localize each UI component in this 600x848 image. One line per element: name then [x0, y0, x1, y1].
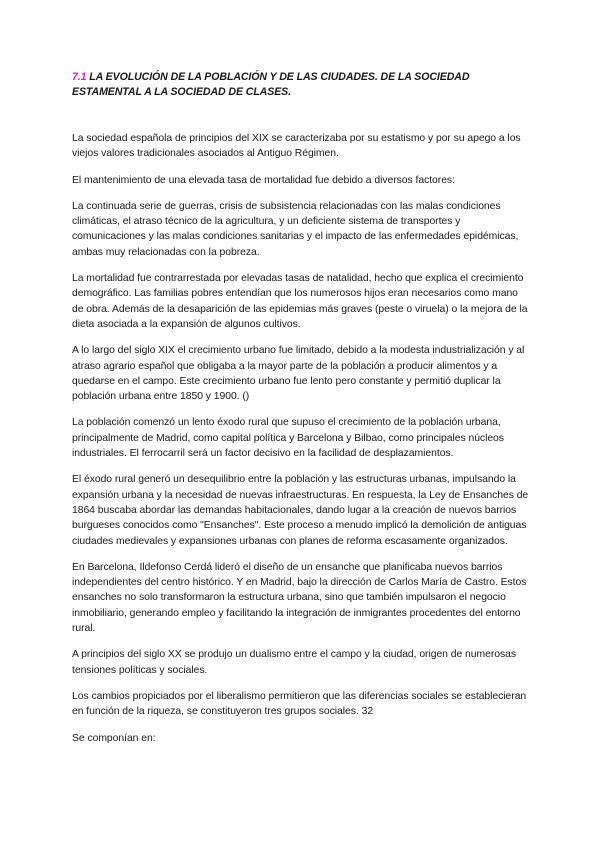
paragraph-8: En Barcelona, Ildefonso Cerdá lideró el diseño de un ensanche que planificaba nuevos barrios independientes del centro histórico. Y en Madrid, bajo la dirección de Carlos María de Castro. Estos ensanches no solo transformaron la estructura urbana, sino que también impulsaron el negocio inmobiliario, generando empleo y facilitando la integración de inmigrantes procedentes del entorno rural.	[72, 561, 527, 635]
paragraph-1: La sociedad española de principios del XIX se caracterizaba por su estatismo y por su apego a los viejos valores tradicionales asociados al Antiguo Régimen.	[72, 133, 521, 160]
paragraph-5: A lo largo del siglo XIX el crecimiento urbano fue limitado, debido a la modesta industrialización y al atraso agrario español que obligaba a la mayor parte de la población a producir alimentos y a quedarse en el campo. Este crecimiento urbano fue lento pero constante y permitió duplicar la población urbana entre 1850 y 1900. ()	[72, 345, 525, 403]
paragraph-4: La mortalidad fue contrarrestada por elevadas tasas de natalidad, hecho que explica el crecimiento demográfico. Las familias pobres entendían que los numerosos hijos eran necesarios como mano de obra. Además de la desaparición de las epidemias más graves (peste o viruela) o la mejora de la dieta asociada a la expansión de algunos cultivos.	[72, 273, 528, 330]
paragraph-2: El mantenimiento de una elevada tasa de mortalidad fue debido a diversos factores:	[72, 174, 455, 186]
paragraph-7: El éxodo rural generó un desequilibrio entre la población y las estructuras urbanas, impulsando la expansión urbana y la necesidad de nuevas infraestructuras. En respuesta, la Ley de Ensanches de 1864 buscaba abordar las demandas habitacionales, dando lugar a la creación de nuevos barrios burgueses conocidos como "Ensanches". Este proceso a menudo implicó la demolición de antiguas ciudades medievales y expansiones urbanas con planes de reforma escasamente organizados.	[72, 474, 529, 547]
paragraph-10: Los cambios propiciados por el liberalismo permitieron que las diferencias sociales se establecieran en función de la riqueza, se constituyeron tres grupos sociales. 32	[72, 690, 527, 718]
document-title	[72, 70, 530, 100]
paragraph-6: La población comenzó un lento éxodo rural que supuso el crecimiento de la población urbana, principalmente de Madrid, como capital política y Barcelona y Bilbao, como principales núcleos industriales. El ferrocarril será un factor decisivo en la facilidad de desplazamientos.	[72, 417, 504, 460]
paragraph-11: Se componían en:	[72, 732, 156, 744]
title-number: 7.1	[72, 71, 87, 83]
title-text: LA EVOLUCIÓN DE LA POBLACIÓN Y DE LAS CIUDADES. DE LA SOCIEDAD ESTAMENTAL A LA SOCIEDAD DE CLASES.	[72, 71, 470, 98]
paragraph-9: A principios del siglo XX se produjo un dualismo entre el campo y la ciudad, origen de numerosas tensiones políticas y sociales.	[72, 649, 516, 676]
paragraph-3: La continuada serie de guerras, crisis de subsistencia relacionadas con las malas condiciones climáticas, el atraso técnico de la agricultura, y un deficiente sistema de transportes y comunicaciones y las malas condiciones sanitarias y el impacto de las enfermedades epidémicas, ambas muy relacionadas con la pobreza.	[72, 200, 519, 258]
